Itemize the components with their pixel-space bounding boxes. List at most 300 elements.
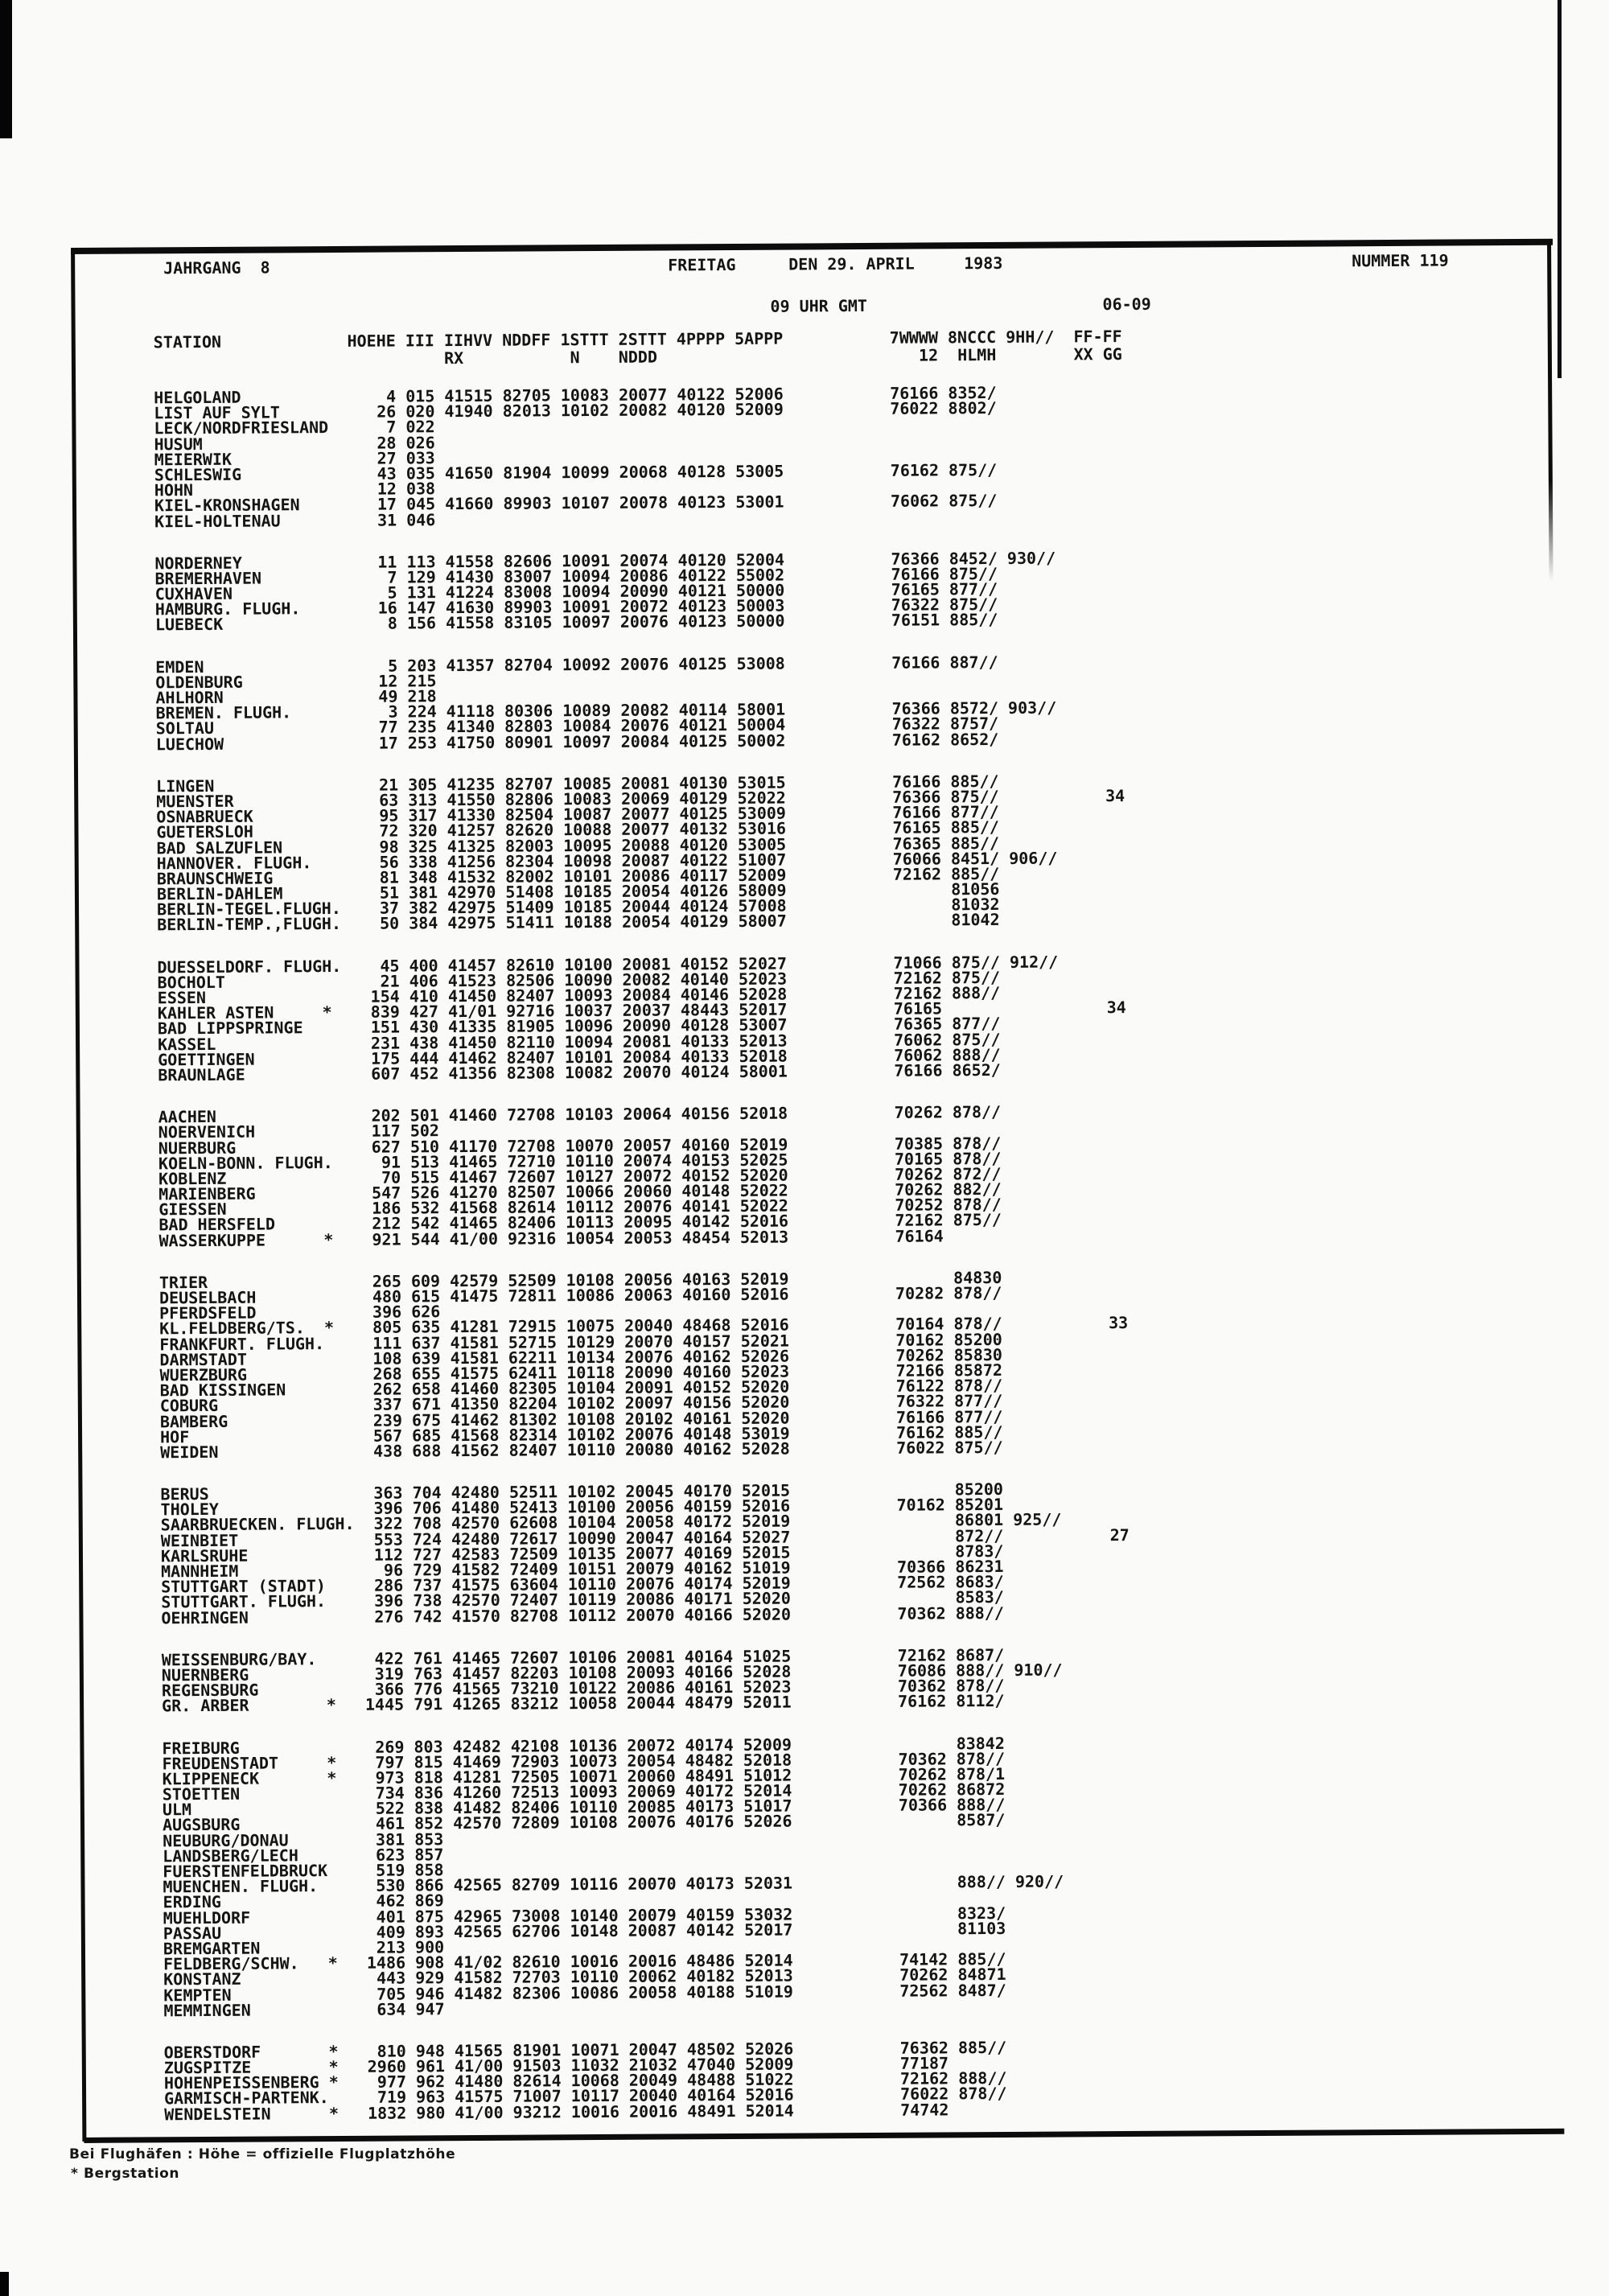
group-iihvv: 42480 [451, 1529, 500, 1549]
group-9hh [1005, 1751, 1063, 1767]
group-nddff: 83105 [504, 612, 553, 633]
column-gap [792, 1937, 890, 1953]
group-7wwww: 70262 [895, 1179, 944, 1199]
station-name: BERLIN-TEGEL.FLUGH. [157, 899, 341, 920]
station-name: STUTTGART (STADT) [161, 1576, 326, 1597]
group-5appp: 53008 [736, 653, 785, 673]
group-nddff: 82707 [504, 774, 553, 794]
group-2sttt: 20086 [626, 1677, 676, 1697]
group-1sttt: 10102 [566, 1424, 616, 1444]
group-7wwww [889, 1859, 947, 1875]
group-7wwww: 70164 [895, 1314, 944, 1335]
group-1sttt: 10089 [562, 701, 611, 721]
bergstation-marker [319, 497, 339, 512]
group-7wwww [890, 1891, 948, 1907]
stationsnummer: 900 [414, 1937, 445, 1957]
group-5appp: 52013 [739, 1227, 789, 1247]
group-2sttt: 20058 [625, 1512, 674, 1533]
group-9hh: 930// [1006, 548, 1056, 568]
group-9hh [999, 866, 1057, 882]
group-5appp: 53007 [739, 1014, 788, 1035]
group-2sttt: 20079 [625, 1558, 675, 1578]
column-gap [794, 2087, 891, 2103]
stationsnummer: 838 [414, 1798, 444, 1818]
group-2sttt: 20076 [620, 654, 669, 674]
station-name: MEIERWIK [154, 449, 233, 470]
group-nddff: 71007 [512, 2086, 562, 2107]
group-4pppp: 40123 [677, 596, 727, 616]
group-nddff: 82002 [505, 866, 554, 887]
group-5appp: 52011 [743, 1692, 792, 1713]
group-9hh: 910// [1014, 1660, 1063, 1680]
ff-value [1070, 1331, 1128, 1348]
group-9hh [1002, 1378, 1060, 1394]
station-name: EMDEN [155, 656, 204, 677]
stationsnummer: 046 [406, 509, 436, 529]
group-5appp [735, 1999, 793, 2015]
group-1sttt: 10103 [565, 1105, 614, 1125]
group-1sttt [551, 418, 609, 434]
stationsnummer: 338 [408, 851, 438, 872]
group-iihvv: 41430 [445, 566, 495, 587]
group-8nccc: 878// [958, 2084, 1007, 2104]
hoehe-value: 607 [371, 1064, 401, 1084]
group-2sttt: 20074 [619, 550, 669, 570]
stationsnummer: 020 [405, 401, 435, 422]
column-gap [785, 686, 883, 702]
group-7wwww: 76365 [892, 833, 941, 854]
group-iihvv: 42565 [453, 1874, 502, 1895]
column-gap [786, 883, 883, 899]
group-4pppp: 40173 [685, 1874, 735, 1894]
group-1sttt: 10136 [569, 1735, 618, 1755]
column-gap [1063, 1766, 1072, 1781]
station-name: ULM [162, 1800, 192, 1820]
column-gap [1059, 1047, 1068, 1062]
stationsnummer: 626 [411, 1302, 441, 1322]
stationsnummer: 639 [411, 1348, 441, 1368]
group-8nccc: 86801 [954, 1510, 1004, 1530]
column-gap [793, 1952, 891, 1969]
column-gap [786, 805, 883, 821]
group-4pppp: 40164 [687, 2085, 736, 2105]
group-8nccc: 878// [953, 1148, 1002, 1169]
group-9hh [1006, 1843, 1064, 1859]
column-gap [789, 1332, 887, 1348]
group-7wwww: 70262 [895, 1164, 944, 1184]
stationsnummer: 305 [408, 774, 438, 795]
station-name: KONSTANZ [163, 1969, 241, 1989]
group-9hh [997, 478, 1055, 494]
bergstation-marker [322, 974, 341, 990]
bergstation-marker: * [328, 2072, 339, 2092]
column-gap [1064, 1982, 1074, 1998]
column-gap [784, 417, 881, 433]
group-nddff: 72607 [507, 1167, 556, 1187]
bergstation-marker [327, 1925, 347, 1940]
stationsnummer: 515 [410, 1167, 440, 1187]
ff-value [1066, 669, 1124, 685]
stationsnummer: 875 [414, 1906, 444, 1926]
ff-value [1065, 477, 1123, 493]
ff-value [1073, 1920, 1131, 1936]
group-4pppp: 4PPPP [676, 329, 726, 349]
ff-value [1064, 431, 1122, 447]
group-5appp: 57008 [738, 895, 787, 916]
group-8nccc: HLMH [957, 345, 997, 365]
group-1sttt: 10102 [567, 1481, 616, 1502]
column-gap [784, 463, 881, 479]
group-nddff: 83212 [510, 1693, 559, 1714]
column-gap [791, 1679, 888, 1695]
group-7wwww: 70366 [896, 1557, 946, 1577]
group-1sttt: 10093 [569, 1781, 618, 1802]
group-4pppp: 40161 [682, 1408, 732, 1428]
ff-value [1072, 1734, 1130, 1751]
stationsnummer: 708 [412, 1513, 442, 1533]
ff-value [1068, 1062, 1126, 1078]
group-2sttt: 20069 [621, 788, 670, 809]
ff-value [1064, 400, 1122, 416]
group-iihvv: 41469 [452, 1751, 502, 1771]
column-gap [786, 836, 883, 852]
group-1sttt: 10086 [566, 1285, 615, 1306]
hoehe-value: 443 [376, 1968, 406, 1989]
ff-value [1068, 969, 1125, 985]
group-8nccc: 878// [956, 1676, 1005, 1696]
hoehe-value: 4 [386, 386, 397, 406]
stationsnummer: 532 [410, 1198, 440, 1218]
group-iihvv: 41750 [446, 732, 496, 752]
group-iihvv: 41570 [451, 1606, 500, 1626]
group-8nccc: 878// [953, 1133, 1002, 1153]
group-2sttt: 20074 [623, 1150, 673, 1171]
station-name: MUENSTER [156, 791, 234, 812]
bergstation-marker [326, 1563, 345, 1578]
group-5appp: 51019 [744, 1981, 793, 2002]
ff-value [1074, 2039, 1132, 2055]
column-gap [1063, 1678, 1072, 1693]
group-4pppp: 48454 [681, 1227, 730, 1248]
column-gap [1060, 1301, 1070, 1316]
ff-value [1072, 1766, 1130, 1782]
stationsnummer: 430 [409, 1017, 439, 1037]
group-9hh [1001, 1062, 1059, 1078]
station-name: LUECHOW [155, 734, 224, 754]
group-2sttt: 20069 [627, 1781, 676, 1801]
group-nddff: 63604 [509, 1574, 558, 1594]
column-gap [1057, 850, 1067, 866]
column-gap [1064, 2039, 1074, 2055]
group-nddff: 83008 [504, 582, 553, 602]
group-iihvv: 41357 [446, 655, 495, 675]
column-gap [794, 2102, 891, 2118]
group-4pppp: 40188 [686, 1981, 735, 2002]
bulletin-frame [71, 232, 1564, 2143]
stationsnummer: 675 [411, 1409, 442, 1430]
hoehe-value: 151 [370, 1017, 401, 1038]
group-5appp: 52018 [739, 1103, 788, 1124]
group-iihvv: 41940 [444, 401, 493, 422]
hoehe-value: 96 [383, 1560, 404, 1580]
group-2sttt: 20053 [623, 1228, 673, 1248]
group-8nccc: 882// [953, 1179, 1002, 1199]
group-5appp: 52014 [744, 1950, 793, 1971]
station-name: LIST AUF SYLT [154, 402, 280, 423]
group-8nccc: 84830 [953, 1267, 1002, 1288]
column-gap [792, 1922, 890, 1938]
group-7wwww: 70362 [898, 1749, 947, 1769]
group-2sttt: 20049 [628, 2070, 678, 2091]
group-1sttt: 10096 [564, 1016, 613, 1036]
group-5appp: 52023 [740, 1361, 790, 1381]
stationsnummer: 948 [415, 2041, 445, 2061]
hoehe-value: 381 [375, 1829, 405, 1850]
group-8nccc: 885// [950, 863, 1000, 884]
group-7wwww [889, 1829, 947, 1845]
group-4pppp: 40169 [684, 1542, 733, 1563]
column-gap [1064, 1920, 1073, 1936]
stationsnummer: 742 [413, 1606, 442, 1626]
station-name: GOETTINGEN [158, 1049, 255, 1070]
group-nddff: 82406 [511, 1797, 560, 1817]
ff-value [1073, 1828, 1131, 1844]
group-7wwww [890, 1998, 948, 2014]
group-2sttt: 20076 [626, 1574, 675, 1594]
group-nddff: 82620 [504, 820, 554, 841]
station-name: LUEBECK [154, 615, 224, 635]
group-4pppp: 40130 [679, 772, 728, 793]
group-5appp: 5APPP [735, 328, 784, 348]
group-1sttt: 10188 [563, 912, 613, 932]
hoehe-value: 547 [372, 1183, 401, 1203]
group-1sttt: 10112 [568, 1605, 617, 1625]
group-4pppp [669, 672, 726, 688]
column-gap [1055, 462, 1064, 477]
group-4pppp: 48479 [685, 1693, 734, 1713]
group-7wwww: 76122 [895, 1376, 944, 1396]
ff-value [1069, 1212, 1127, 1228]
bergstation-marker [319, 352, 338, 367]
bergstation-marker [327, 1801, 347, 1817]
group-5appp: 52018 [739, 1046, 788, 1066]
group-nddff: 82407 [506, 985, 555, 1006]
bergstation-marker [325, 1429, 344, 1444]
group-nddff: 82704 [504, 654, 553, 675]
group-nddff: 72708 [507, 1135, 556, 1156]
group-2sttt [619, 2000, 677, 2016]
station-name: HOF [160, 1426, 190, 1447]
column-gap [788, 1136, 885, 1152]
group-9hh [998, 716, 1056, 732]
group-8nccc: 885// [949, 610, 998, 630]
stationsnummer: 791 [414, 1694, 443, 1714]
group-7wwww: 76366 [891, 698, 940, 718]
group-1sttt: 10110 [566, 1439, 616, 1460]
group-iihvv: 41582 [451, 1559, 500, 1580]
group-nddff: 72809 [511, 1813, 560, 1833]
group-7wwww [887, 1529, 945, 1545]
column-gap [788, 1271, 886, 1287]
bergstation-marker: * [328, 2057, 339, 2077]
column-gap [1059, 1135, 1068, 1150]
stationsnummer: 658 [411, 1379, 441, 1399]
ff-value: 33 [1109, 1313, 1129, 1333]
group-nddff: 82705 [502, 385, 551, 405]
group-1sttt: 10071 [569, 1766, 618, 1787]
group-2sttt: 20082 [622, 969, 671, 990]
column-gap [793, 1968, 891, 1984]
column-gap [1055, 385, 1064, 400]
column-gap [785, 671, 883, 687]
hoehe-value: 265 [372, 1271, 401, 1291]
group-9hh [999, 820, 1057, 836]
group-5appp: 50004 [736, 714, 786, 735]
group-5appp: 52023 [743, 1677, 792, 1697]
group-8nccc: 875// [949, 491, 998, 511]
hoehe-value: 231 [370, 1033, 401, 1053]
column-gap [1061, 1424, 1071, 1439]
ff-value [1065, 492, 1123, 508]
column-gap [789, 1286, 887, 1302]
group-iihvv: 41558 [445, 551, 494, 571]
hoehe-value [338, 352, 396, 368]
group-5appp: 53001 [735, 492, 784, 512]
group-9hh: 920// [1014, 1871, 1064, 1892]
group-7wwww [887, 1513, 945, 1529]
ff-value: XX GG [1073, 344, 1122, 364]
ff-value [1064, 385, 1122, 401]
ff-value [1065, 566, 1123, 582]
group-1sttt: 10095 [563, 835, 612, 855]
column-gap [1064, 1813, 1073, 1828]
group-5appp: 52020 [739, 1165, 788, 1185]
group-1sttt: 10110 [565, 1150, 614, 1171]
group-iihvv [436, 673, 494, 689]
column-gap [784, 386, 881, 402]
group-iihvv: 41562 [451, 1440, 500, 1461]
stationsnummer: 637 [411, 1332, 441, 1353]
group-1sttt: 10110 [570, 1967, 619, 1987]
group-4pppp: 40174 [685, 1734, 734, 1755]
group-7wwww: 76165 [892, 817, 941, 838]
column-gap [787, 1017, 884, 1033]
group-4pppp: 40133 [681, 1046, 730, 1067]
stationsnummer: 635 [411, 1317, 441, 1337]
group-7wwww: 76162 [898, 1691, 947, 1712]
stationsnummer: 253 [407, 732, 438, 753]
group-iihvv: 41650 [444, 463, 494, 483]
station-name: PFERDSFELD [159, 1302, 257, 1323]
group-iihvv: 41558 [446, 613, 495, 633]
group-5appp: 51022 [745, 2069, 794, 2090]
group-nddff [501, 1831, 559, 1847]
ff-value [1071, 1439, 1129, 1455]
bergstation-marker [325, 1533, 344, 1548]
ff-value [1072, 1693, 1130, 1709]
group-4pppp: 40176 [685, 1812, 735, 1832]
group-2sttt: 20084 [622, 985, 671, 1005]
column-gap [788, 1152, 885, 1168]
ff-value [1071, 1408, 1129, 1424]
column-gap [791, 1590, 888, 1607]
group-8nccc: 875// [954, 1437, 1003, 1458]
ff-value: FF-FF [1073, 327, 1122, 347]
column-gap [1059, 1016, 1068, 1031]
group-4pppp: 48443 [680, 1000, 730, 1020]
stationsnummer: 203 [407, 655, 437, 676]
group-8nccc: 85200 [953, 1329, 1002, 1349]
ff-value [1069, 1150, 1127, 1167]
group-2sttt: 20102 [624, 1408, 674, 1429]
group-9hh [1005, 1766, 1063, 1782]
group-8nccc: 84871 [957, 1965, 1006, 1985]
group-nddff [503, 2001, 561, 2017]
group-4pppp: 40128 [681, 1015, 730, 1035]
column-gap [788, 1228, 886, 1245]
group-2sttt: 20058 [628, 1981, 677, 2002]
station-name: DUESSELDORF. FLUGH. [157, 956, 342, 977]
group-8nccc: 8112/ [956, 1691, 1005, 1711]
group-5appp: 52019 [740, 1269, 789, 1289]
column-gap [1064, 1967, 1074, 1982]
group-2sttt: 20045 [625, 1481, 674, 1501]
group-nddff: 82507 [507, 1182, 556, 1202]
group-iihvv: 41515 [444, 385, 493, 406]
ff-value [1064, 446, 1122, 463]
ff-value [1065, 581, 1123, 597]
station-name: STOETTEN [162, 1784, 241, 1804]
group-nddff [493, 512, 551, 528]
hoehe-value: 12 [377, 479, 397, 499]
hoehe-value: 269 [375, 1737, 405, 1757]
station-name: FREUDENSTADT [162, 1753, 279, 1774]
ff-value [1069, 1166, 1127, 1182]
column-gap [1056, 701, 1066, 716]
group-5appp: 52026 [740, 1346, 790, 1366]
group-8nccc: 888// [956, 1660, 1005, 1681]
bergstation-marker [319, 601, 339, 616]
hoehe-value: HOEHE [347, 331, 396, 351]
column-gap [1064, 1905, 1073, 1920]
group-8nccc: 888// [951, 982, 1001, 1003]
column-gap [1060, 1316, 1070, 1331]
group-2sttt: 20016 [629, 2101, 678, 2121]
bergstation-marker [325, 1444, 344, 1459]
group-1sttt: 10185 [563, 881, 612, 902]
stationsnummer: 129 [406, 567, 436, 587]
group-9hh [1002, 1347, 1060, 1363]
group-5appp: 52009 [745, 2054, 794, 2074]
column-gap [1061, 1512, 1071, 1528]
group-2sttt: 20063 [623, 1285, 673, 1305]
hoehe-value: 1832 [367, 2103, 407, 2123]
group-5appp: 52016 [740, 1284, 789, 1304]
stationsnummer: 706 [412, 1498, 442, 1518]
station-name: MANNHEIM [161, 1561, 239, 1582]
bergstation-marker: * [323, 1229, 334, 1249]
column-gap [1060, 1197, 1069, 1212]
group-1sttt: 10083 [562, 788, 612, 809]
group-9hh: 9HH// [1006, 327, 1055, 347]
bergstation-marker [325, 1516, 344, 1532]
bergstation-marker [322, 916, 341, 932]
group-1sttt: 10068 [570, 2071, 619, 2091]
group-nddff: 42108 [510, 1735, 560, 1756]
station-name: DEUSELBACH [158, 1287, 257, 1308]
stationsnummer: 655 [411, 1364, 441, 1384]
group-2sttt: 20090 [624, 1362, 673, 1382]
